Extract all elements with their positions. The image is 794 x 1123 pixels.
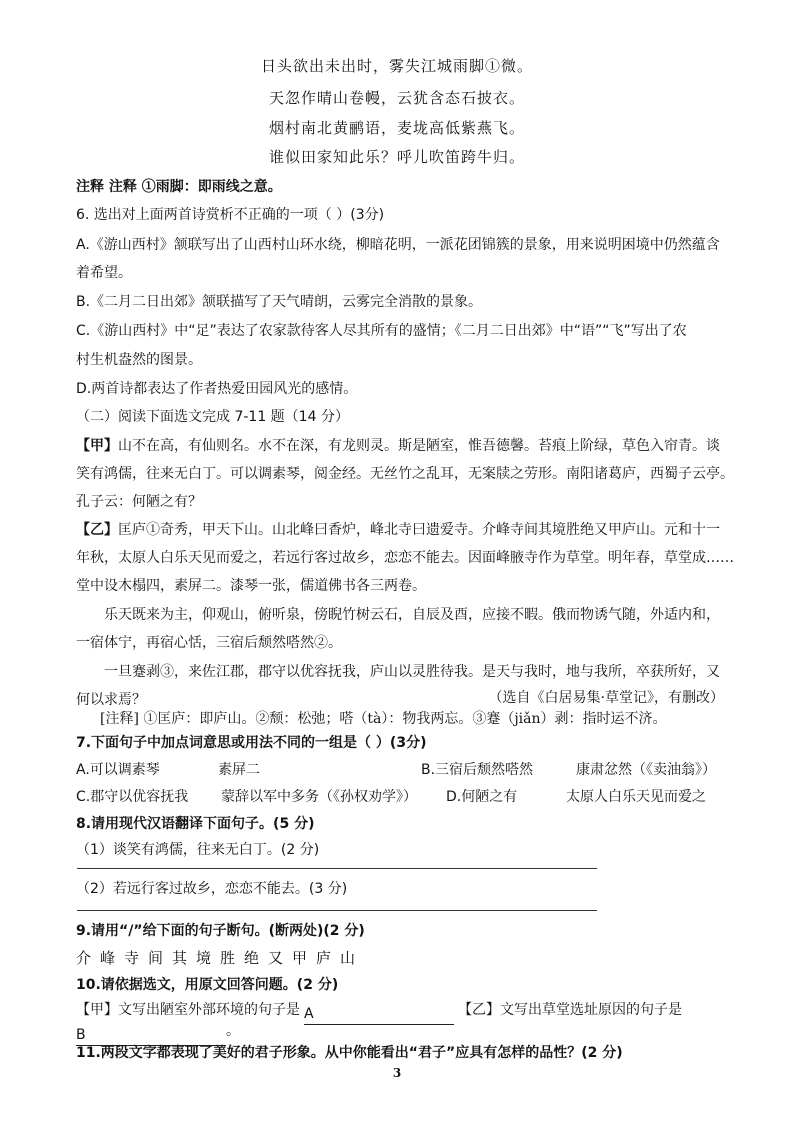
q10-prompt-b: 【乙】文写出草堂选址原因的句子是 [458, 1002, 682, 1018]
passage-yi-line-6: 一旦蹇剥③，来佐江郡，郡守以优容抚我，庐山以灵胜待我。是天与我时，地与我所，卒获所好，又 [104, 664, 720, 680]
q10-end-mark: 。 [226, 1023, 240, 1039]
reading-heading: （二）阅读下面选文完成 7-11 题（14 分） [76, 409, 349, 425]
passage-yi-text-1: 匡庐①奇秀，甲天下山。山北峰曰香炉，峰北寺曰遗爱寺。介峰寺间其境胜绝又甲庐山。元和十一 [118, 522, 720, 538]
passage-source: （选自《白居易集·草堂记》，有删改） [488, 690, 724, 706]
q8-stem: 8.请用现代汉语翻译下面句子。(5 分) [76, 816, 315, 832]
q8-sentence-2: （2）若远行客过故乡，恋恋不能去。(3 分) [76, 881, 348, 897]
passage-yi-line-5: 一宿体宁，再宿心恬，三宿后颓然嗒然②。 [76, 635, 342, 651]
q10-blank-b-label: B [76, 1025, 226, 1046]
passage-yi-line-7: 何以求焉？ [76, 692, 146, 708]
passage-jia-line-1 [76, 436, 720, 456]
passage-jia-line-2: 笑有鸿儒，往来无白丁。可以调素琴，阅金经。无丝竹之乱耳，无案牍之劳形。南阳诸葛庐，西蜀子云亭。 [76, 466, 734, 482]
q9-stem: 9.请用“/”给下面的句子断句。(断两处)(2 分) [76, 923, 365, 939]
poem-line-1: 日头欲出未出时，雾失江城雨脚①微。 [260, 57, 533, 75]
passage-jia-line-3: 孔子云：何陋之有？ [76, 494, 202, 510]
poem-line-4: 谁似田家知此乐？呼儿吹笛跨牛归。 [268, 148, 525, 166]
q6-option-c-cont: 村生机盎然的图景。 [76, 352, 202, 368]
q7-option-b: B.三宿后颓然嗒然 [421, 762, 534, 778]
passage-jia-text-1: 山不在高，有仙则名。水不在深，有龙则灵。斯是陋室，惟吾德馨。苔痕上阶绿，草色入帘青。谈 [118, 438, 720, 454]
q10-line-1 [76, 1000, 682, 1020]
passage-yi-label: 【乙】 [76, 522, 118, 538]
page-number: 3 [392, 1066, 402, 1080]
q7-stem: 7.下面句子中加点词意思或用法不同的一组是（ ）(3分) [76, 735, 427, 751]
q7-option-b-compare: 康肃忿然（《卖油翁》） [576, 762, 716, 778]
q10-blank-b[interactable] [76, 1025, 226, 1041]
q8-answer-line-2[interactable] [77, 910, 597, 911]
q7-option-a [76, 760, 160, 780]
q6-option-d: D.两首诗都表达了作者热爱田园风光的感情。 [76, 381, 358, 397]
q11-stem: 11.两段文字都表现了美好的君子形象。从中你能看出“君子”应具有怎样的品性？(2 分) [76, 1045, 623, 1061]
q10-prompt-a: 【甲】文写出陋室外部环境的句子是 [76, 1002, 300, 1018]
q7-option-a-text: A.可以调素琴 [76, 762, 160, 778]
q6-option-b: B.《二月二日出郊》颔联描写了天气晴朗，云雾完全消散的景象。 [76, 294, 483, 310]
poem-line-3: 烟村南北黄鹂语，麦垅高低紫燕飞。 [268, 119, 525, 137]
passage-yi-line-2: 年秋，太原人白乐天见而爱之，若远行客过故乡，恋恋不能去。因面峰腋寺作为草堂。明年春，草堂成…… [76, 550, 734, 566]
q10-blank-a-label: A [304, 1004, 454, 1025]
q6-option-a-cont: 着希望。 [76, 265, 132, 281]
passage-yi-line-3: 堂中设木榻四，素屏二。漆琴一张，儒道佛书各三两卷。 [76, 578, 426, 594]
q6-option-c: C.《游山西村》中“足”表达了农家款待客人尽其所有的盛情；《二月二日出郊》中“语”“飞”写出了农 [76, 323, 687, 339]
q6-stem: 6. 选出对上面两首诗赏析不正确的一项（ ）(3分) [76, 207, 385, 223]
poem-line-2: 天忽作晴山卷幔，云犹含态石披衣。 [268, 89, 525, 107]
q7-option-c: C.郡守以优容抚我 [76, 789, 189, 805]
q9-sentence: 介峰寺间其境胜绝又甲庐山 [76, 949, 365, 967]
q7-option-c-compare: 蒙辞以军中多务（《孙权劝学》） [221, 789, 417, 805]
q10-stem: 10.请依据选文，用原文回答问题。(2 分) [76, 977, 339, 993]
q8-sentence-1: （1）谈笑有鸿儒，往来无白丁。(2 分) [76, 842, 320, 858]
q6-option-a: A.《游山西村》颔联写出了山西村山环水绕，柳暗花明，一派花团锦簇的景象，用来说明困境中仍然蕴含 [76, 237, 720, 253]
q7-option-d: D.何陋之有 [446, 789, 518, 805]
q8-answer-line-1[interactable] [77, 868, 597, 869]
q10-blank-a[interactable] [304, 1004, 454, 1020]
passage-yi-line-1 [76, 520, 720, 540]
q7-option-d-compare: 太原人白乐天见而爱之 [566, 789, 706, 805]
passage-jia-label: 【甲】 [76, 438, 118, 454]
q10-line-2 [76, 1021, 240, 1041]
q7-option-a-compare: 素屏二 [218, 762, 260, 778]
passage-yi-line-4: 乐天既来为主，仰观山，俯听泉，傍睨竹树云石，自辰及酉，应接不暇。俄而物诱气随，外适内和， [104, 607, 720, 623]
poem-note: 注释 注释 ①雨脚：即雨线之意。 [76, 179, 282, 195]
passage-notes: [注释] ①匡庐：即庐山。②颓：松弛；嗒（tà）：物我两忘。③蹇（jiǎn）剥：指时运不济。 [100, 711, 667, 727]
